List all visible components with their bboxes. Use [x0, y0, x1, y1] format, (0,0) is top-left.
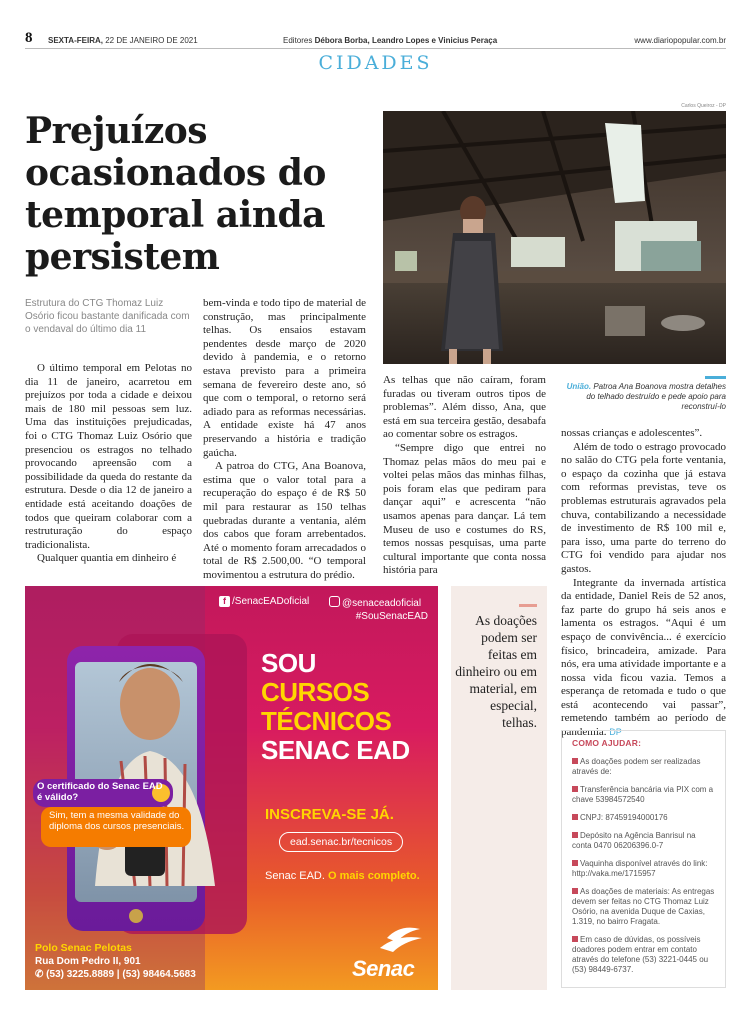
signature: DP — [609, 727, 622, 738]
editors-line: Editores Débora Borba, Leandro Lopes e Vinicius Peraça — [283, 36, 498, 45]
bullet-square-icon — [572, 860, 578, 866]
paragraph: As telhas que não caíram, foram furadas ou tiveram outros tipos de problemas”. Além disso, Ana, que está em sua terceira gestão, desabafa ao comentar sobre os estragos. — [383, 374, 546, 441]
bullet-square-icon — [572, 758, 578, 764]
help-item: Em caso de dúvidas, os possíveis doadores podem entrar em contato através do telefone (53) 3221-0445 ou (53) 98449-6737. — [572, 935, 709, 974]
pull-quote: As doações podem ser feitas em dinheiro ou em material, em especial, telhas. — [455, 613, 537, 730]
how-to-help-box — [561, 730, 726, 988]
bullet-square-icon — [572, 936, 578, 942]
ad-headline: SOU CURSOS TÉCNICOS SENAC EAD — [261, 648, 410, 765]
ctg-interior-image — [383, 111, 726, 364]
article-headline: Prejuízos ocasionados do temporal ainda persistem — [25, 110, 326, 278]
article-column-4 — [561, 427, 726, 740]
quote-accent — [519, 604, 537, 607]
paragraph: O último temporal em Pelotas no dia 11 de janeiro, acarretou em prejuízos por toda a cidade e deixou mais de 180 mil pessoas sem luz. Uma das instituições prejudicadas, foi o CTG Thomaz Luiz Osório que presenciou os estragos no telhado provocando apreensão com a possibilidade da queda do restante da estrutura. Desde o dia 12 de janeiro a entidade está aceitando doações de todos que queiram colaborar com a restruturação do espaço tradicionalista. — [25, 362, 192, 551]
page-number: 8 — [25, 30, 33, 46]
page-header — [25, 30, 726, 49]
instagram-icon — [329, 596, 340, 607]
photo-caption: União. Patroa Ana Boanova mostra detalhes do telhado destruído e pede apoio para reconstruí-lo — [566, 382, 726, 411]
paragraph: bem-vinda e todo tipo de material de construção, mas principalmente telhas. Os ensaios estavam pendentes desde março de 2020 devido à pandemia, e o retorno estava previsto para a primeira semana de fevereiro deste ano, só que com o temporal, o retorno será adiado para as reformas necessárias. A entidade existe há 47 anos preservando a história e tradição gaúcha. — [203, 297, 366, 459]
ad-cta[interactable]: INSCREVA-SE JÁ. — [265, 806, 394, 823]
help-item: Vaquinha disponível através do link: http://vaka.me/1715957 — [572, 859, 708, 878]
senac-advertisement[interactable] — [25, 586, 438, 990]
caption-label: União. — [566, 382, 592, 391]
article-column-1 — [25, 362, 192, 566]
paragraph: nossas crianças e adolescentes”. — [561, 427, 703, 439]
help-item: As doações podem ser realizadas através de: — [572, 757, 701, 776]
header-rule — [25, 48, 726, 49]
article-column-3 — [383, 374, 546, 578]
whatsapp-icon: ✆ — [35, 969, 44, 980]
ad-question-bubble: O certificado do Senac EAD é válido? — [37, 781, 163, 803]
ad-facebook[interactable]: f /SenacEADoficial — [219, 596, 309, 607]
website[interactable]: www.diariopopular.com.br — [634, 36, 726, 45]
section-title: CIDADES — [318, 52, 433, 74]
article-deck: Estrutura do CTG Thomaz Luiz Osório ficou bastante danificada com o vendaval do último dia 11 — [25, 298, 190, 335]
article-column-2 — [203, 297, 366, 582]
paragraph: “Sempre digo que entrei no Thomaz pelas mãos do meu pai e voltei pelas mãos das minhas filhas, pois foram elas que pediram para dançar aqui” e acrescenta “não usamos apenas para dançar. Lá tem Museu de uso e costumes do RS, temos nossas pesquisas, uma parte cultural importante que conta nossa história para — [383, 441, 546, 577]
paragraph: Além de todo o estrago provocado no salão do CTG pela forte ventania, o espaço da cozinha que já estava com reformas previstas, teve os problemas estruturais agravados pela chuva, contabilizando a necessidade de investimento de R$ 100 mil e, para isso, uma parte do terreno do CTG foi vendido para ajudar nos gastos. — [561, 440, 726, 575]
ad-slogan: Senac EAD. O mais completo. — [265, 870, 420, 882]
photo-credit: Carlos Queiroz - DP — [681, 103, 726, 109]
ad-hashtag: #SouSenacEAD — [355, 611, 428, 622]
bullet-square-icon — [572, 888, 578, 894]
ad-instagram[interactable]: @senaceadoficial — [329, 596, 421, 609]
paragraph: Qualquer quantia em dinheiro é — [37, 552, 177, 565]
help-item: Depósito na Agência Banrisul na conta 0470 06206396.0-7 — [572, 831, 696, 850]
help-title: COMO AJUDAR: — [572, 738, 642, 748]
senac-logo: Senac — [352, 956, 415, 981]
article-photo — [383, 111, 726, 364]
issue-date: SEXTA-FEIRA, 22 DE JANEIRO DE 2021 — [48, 36, 198, 45]
ad-address: Polo Senac Pelotas Rua Dom Pedro II, 901 ✆ (53) 3225.8889 | (53) 98464.5683 — [35, 942, 196, 980]
paragraph: Integrante da invernada artística da entidade, Daniel Reis de 52 anos, faz parte do grupo há seis anos e lamenta os estragos. “Aqui é um espaço de convivência... é exercício físico, brincadeira, amizade. Para nós, era uma atividade importante e a nossa vida ficou vazia. Temos a esperança de retomada e tudo o que está acontecendo vai passar”, remetendo também ao período de pandemia. DP — [561, 576, 726, 739]
facebook-icon: f — [219, 596, 230, 607]
paragraph: A patroa do CTG, Ana Boanova, estima que o valor total para a recuperação do espaço é de R$ 50 mil para restaurar as 150 telhas quebradas durante a ventania, além dos cabos que foram arrebentados. Até o momento foram arrecadados o total de R$ 2.500,00. “O temporal movimentou a estrutura do prédio. — [203, 460, 366, 581]
caption-accent — [705, 376, 726, 379]
bullet-square-icon — [572, 786, 578, 792]
ad-answer-bubble: Sim, tem a mesma validade do diploma dos cursos presenciais. — [49, 810, 185, 832]
help-item: Transferência bancária via PIX com a chave 53984572540 — [572, 785, 714, 804]
bullet-square-icon — [572, 814, 578, 820]
ad-url-button[interactable]: ead.senac.br/tecnicos — [279, 832, 403, 852]
bullet-square-icon — [572, 832, 578, 838]
help-item: CNPJ: 87459194000176 — [572, 813, 717, 823]
help-item: As doações de materiais: As entregas devem ser feitas no CTG Thomaz Luiz Osório, na avenida Duque de Caxias, 1.319, no bairro Fragata. — [572, 887, 715, 926]
